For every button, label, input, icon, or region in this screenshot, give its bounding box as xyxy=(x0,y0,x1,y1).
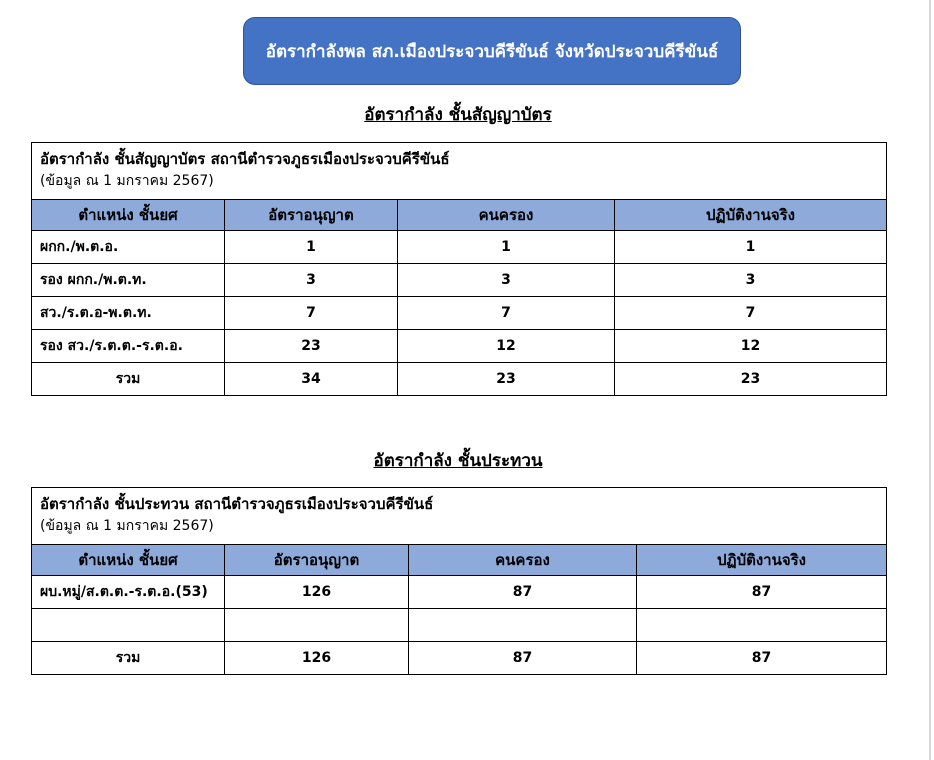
cell-position: รอง ผกก./พ.ต.ท. xyxy=(32,264,225,297)
cell-position: ผบ.หมู่/ส.ต.ต.-ร.ต.อ.(53) xyxy=(32,576,225,609)
table-header-row xyxy=(32,200,887,231)
page-title-banner xyxy=(243,17,741,85)
table-row xyxy=(32,576,887,609)
table-caption-title: อัตรากำลัง ชั้นสัญญาบัตร สถานีตำรวจภูธรเมืองประจวบคีรีขันธ์ xyxy=(40,150,450,168)
cell-occupied xyxy=(409,609,637,642)
cell-actual: 7 xyxy=(615,297,887,330)
column-header-authorized: อัตราอนุญาต xyxy=(225,200,398,231)
column-header-occupied: คนครอง xyxy=(398,200,615,231)
column-header-position: ตำแหน่ง ชั้นยศ xyxy=(32,545,225,576)
cell-total-label: รวม xyxy=(32,642,225,675)
column-header-position: ตำแหน่ง ชั้นยศ xyxy=(32,200,225,231)
column-header-actual: ปฏิบัติงานจริง xyxy=(615,200,887,231)
cell-position: สว./ร.ต.อ-พ.ต.ท. xyxy=(32,297,225,330)
column-header-authorized: อัตราอนุญาต xyxy=(225,545,409,576)
table-caption-title: อัตรากำลัง ชั้นประทวน สถานีตำรวจภูธรเมืองประจวบคีรีขันธ์ xyxy=(40,495,434,513)
page-title: อัตรากำลังพล สภ.เมืองประจวบคีรีขันธ์ จังหวัดประจวบคีรีขันธ์ xyxy=(265,41,719,62)
cell-occupied: 1 xyxy=(398,231,615,264)
table-row xyxy=(32,297,887,330)
table-row xyxy=(32,330,887,363)
cell-occupied: 3 xyxy=(398,264,615,297)
cell-actual: 1 xyxy=(615,231,887,264)
table-total-row xyxy=(32,363,887,396)
cell-total-occupied: 23 xyxy=(398,363,615,396)
page-right-border xyxy=(929,0,931,760)
cell-authorized: 3 xyxy=(225,264,398,297)
cell-total-label: รวม xyxy=(32,363,225,396)
cell-occupied: 12 xyxy=(398,330,615,363)
cell-authorized: 23 xyxy=(225,330,398,363)
cell-total-occupied: 87 xyxy=(409,642,637,675)
cell-occupied: 87 xyxy=(409,576,637,609)
cell-actual xyxy=(637,609,887,642)
cell-position xyxy=(32,609,225,642)
table-total-row xyxy=(32,642,887,675)
cell-total-authorized: 126 xyxy=(225,642,409,675)
commissioned-table xyxy=(31,142,887,396)
cell-total-actual: 23 xyxy=(615,363,887,396)
cell-authorized: 7 xyxy=(225,297,398,330)
cell-actual: 3 xyxy=(615,264,887,297)
section-heading-commissioned: อัตรากำลัง ชั้นสัญญาบัตร xyxy=(364,105,552,125)
cell-total-actual: 87 xyxy=(637,642,887,675)
cell-actual: 87 xyxy=(637,576,887,609)
column-header-actual: ปฏิบัติงานจริง xyxy=(637,545,887,576)
table-header-row xyxy=(32,545,887,576)
cell-position: ผกก./พ.ต.อ. xyxy=(32,231,225,264)
cell-authorized: 126 xyxy=(225,576,409,609)
cell-actual: 12 xyxy=(615,330,887,363)
table-row xyxy=(32,264,887,297)
table-row xyxy=(32,231,887,264)
cell-authorized: 1 xyxy=(225,231,398,264)
cell-position: รอง สว./ร.ต.ต.-ร.ต.อ. xyxy=(32,330,225,363)
table-row-empty xyxy=(32,609,887,642)
cell-total-authorized: 34 xyxy=(225,363,398,396)
table-caption-date: (ข้อมูล ณ 1 มกราคม 2567) xyxy=(40,173,214,189)
noncommissioned-table xyxy=(31,487,887,675)
cell-authorized xyxy=(225,609,409,642)
table-caption xyxy=(32,143,887,200)
section-heading-noncommissioned: อัตรากำลัง ชั้นประทวน xyxy=(373,451,543,471)
table-caption-date: (ข้อมูล ณ 1 มกราคม 2567) xyxy=(40,518,214,534)
column-header-occupied: คนครอง xyxy=(409,545,637,576)
table-caption xyxy=(32,488,887,545)
cell-occupied: 7 xyxy=(398,297,615,330)
